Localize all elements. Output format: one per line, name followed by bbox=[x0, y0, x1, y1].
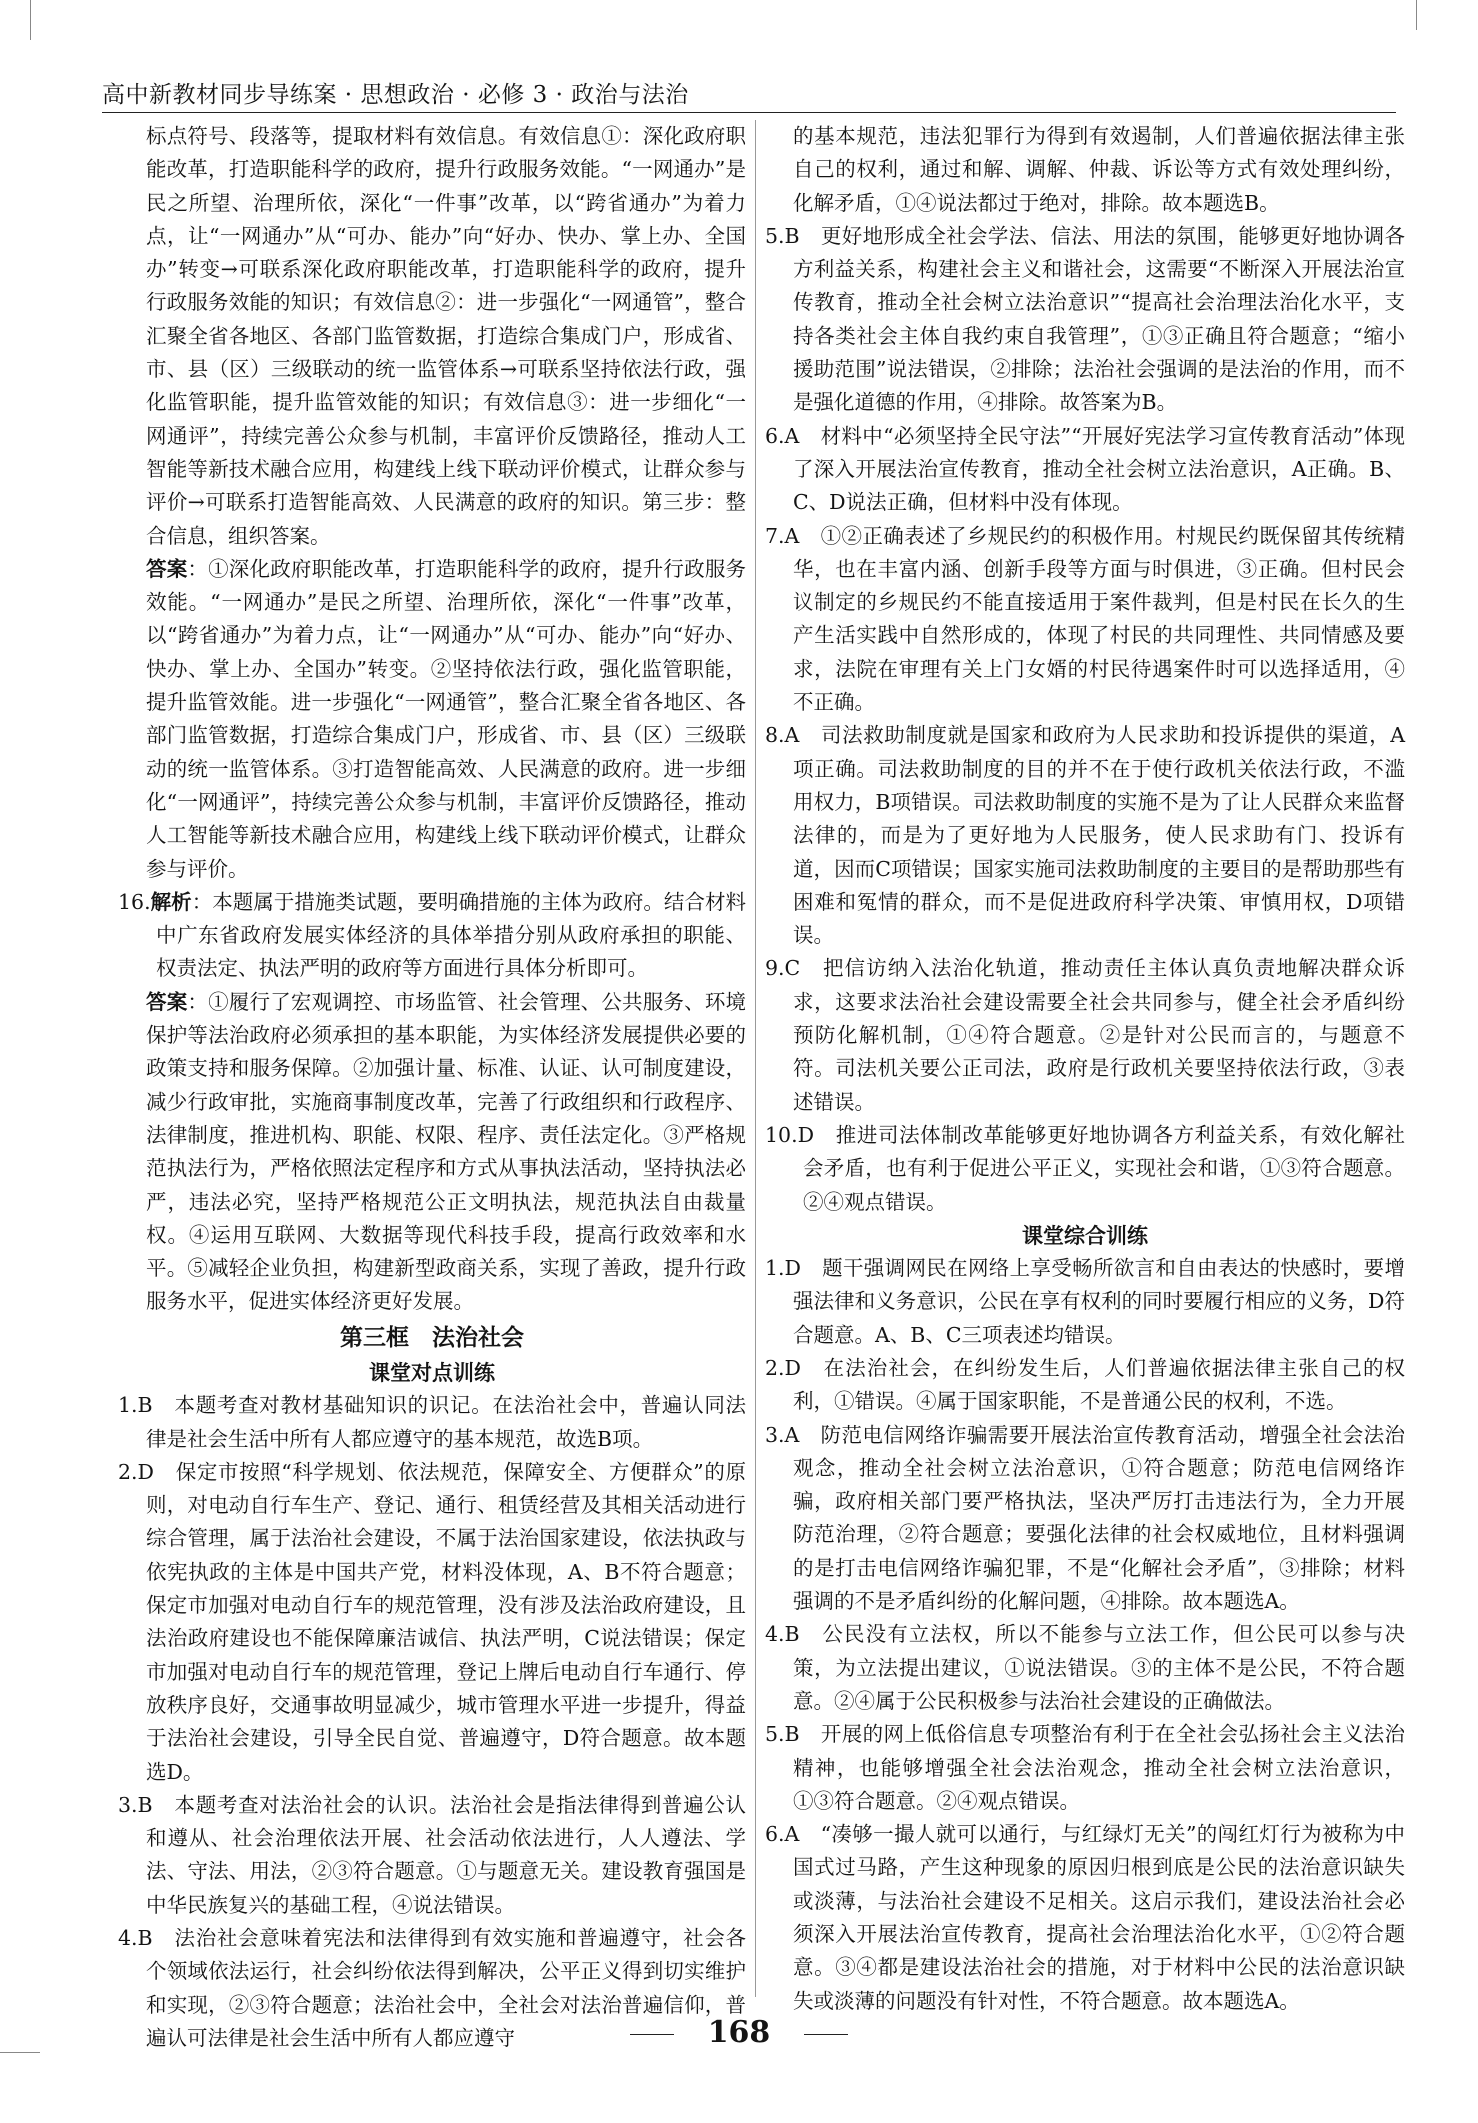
crop-mark bbox=[30, 0, 32, 40]
item-number: 6.A bbox=[765, 423, 800, 448]
answer-item bbox=[765, 1352, 1405, 1419]
answer-16 bbox=[118, 986, 746, 1319]
question-number: 16. bbox=[118, 889, 151, 914]
item-number: 5.B bbox=[765, 223, 800, 248]
answer-item bbox=[765, 1119, 1405, 1219]
item-number: 1.B bbox=[118, 1393, 153, 1418]
answer-item bbox=[765, 952, 1405, 1118]
item-text: 本题考查对教材基础知识的识记。在法治社会中，普遍认同法律是社会生活中所有人都应遵守的基本规范，故选B项。 bbox=[146, 1393, 747, 1451]
section-title: 第三框 法治社会 bbox=[340, 1323, 524, 1351]
item-number: 5.B bbox=[765, 1722, 800, 1747]
answer-15 bbox=[118, 553, 746, 886]
item-text: 推进司法体制改革能够更好地协调各方利益关系，有效化解社会矛盾，也有利于促进公平正义，实现社会和谐，①③符合题意。②④观点错误。 bbox=[803, 1122, 1406, 1214]
item-number: 8.A bbox=[765, 723, 800, 748]
item-text: “凑够一撮人就可以通行，与红绿灯无关”的闯红灯行为被称为中国式过马路，产生这种现象的原因归根到底是公民的法治意识缺失或淡薄，与法治社会建设不足相关。这启示我们，建设法治社会必须深入开展法治宣传教育，提高社会治理法治化水平，①②符合题意。③④都是建设法治社会的措施，对于材料中公民的法治意识缺失或淡薄的问题没有针对性，不符合题意。故本题选A。 bbox=[793, 1822, 1405, 2013]
subsection-title: 课堂对点训练 bbox=[369, 1359, 495, 1385]
item-text: 公民没有立法权，所以不能参与立法工作，但公民可以参与决策，为立法提出建议，①说法错误。③的主体不是公民，不符合题意。②④属于公民积极参与法治社会建设的正确做法。 bbox=[793, 1622, 1406, 1713]
answer-item bbox=[765, 1419, 1405, 1619]
answer-text: ：①履行了宏观调控、市场监管、社会管理、公共服务、环境保护等法治政府必须承担的基本职能，为实体经济发展提供必要的政策支持和服务保障。②加强计量、标准、认证、认可制度建设，减少行政审批，实施商事制度改革，完善了行政组织和行政程序、法律制度，推进机构、职能、权限、程序、责任法定化。③严格规范执法行为，严格依照法定程序和方式从事执法活动，坚持执法必严，违法必究，坚持严格规范公正文明执法，规范执法自由裁量权。④运用互联网、大数据等现代科技手段，提高行政效率和水平。⑤减轻企业负担，构建新型政商关系，实现了善政，提升行政服务水平，促进实体经济更好发展。 bbox=[146, 989, 747, 1314]
answer-item bbox=[765, 719, 1405, 952]
item-number: 2.D bbox=[118, 1459, 154, 1484]
item-number: 3.B bbox=[118, 1792, 153, 1817]
analysis-label: 解析 bbox=[150, 889, 192, 914]
item-number: 1.D bbox=[765, 1256, 801, 1281]
item-4-continuation: 的基本规范，违法犯罪行为得到有效遏制，人们普遍依据法律主张自己的权利，通过和解、调解、仲裁、诉讼等方式有效处理纠纷，化解矛盾，①④说法都过于绝对，排除。故本题选B。 bbox=[793, 124, 1405, 215]
item-text: 开展的网上低俗信息专项整治有利于在全社会弘扬社会主义法治精神，也能够增强全社会法治观念，推动全社会树立法治意识，①③符合题意。②④观点错误。 bbox=[793, 1722, 1405, 1813]
page-number: 168 bbox=[707, 2015, 771, 2050]
analysis-text: ：本题属于措施类试题，要明确措施的主体为政府。结合材料中广东省政府发展实体经济的具体举措分别从政府承担的职能、权责法定、执法严明的政府等方面进行具体分析即可。 bbox=[156, 889, 746, 981]
answer-item bbox=[765, 1718, 1405, 1818]
answer-item bbox=[118, 1456, 746, 1789]
item-text: 防范电信网络诈骗需要开展法治宣传教育活动，增强全社会法治观念，推动全社会树立法治意识，①符合题意；防范电信网络诈骗，政府相关部门要严格执法，坚决严厉打击违法行为，全力开展防范治理，②符合题意；要强化法律的社会权威地位，且材料强调的是打击电信网络诈骗犯罪，不是“化解社会矛盾”，③排除；材料强调的不是矛盾纠纷的化解问题，④排除。故本题选A。 bbox=[793, 1422, 1406, 1614]
right-column bbox=[765, 120, 1406, 2013]
page-number-dash bbox=[804, 2034, 848, 2035]
item-text: 保定市按照“科学规划、依法规范，保障安全、方便群众”的原则，对电动自行车生产、登记、通行、租赁经营及其相关活动进行综合管理，属于法治社会建设，不属于法治国家建设，依法执政与依宪执政的主体是中国共产党，材料没体现，A、B不符合题意；保定市加强对电动自行车的规范管理，没有涉及法治政府建设，且法治政府建设也不能保障廉洁诚信、执法严明，C说法错误；保定市加强对电动自行车的规范管理，登记上牌后电动自行车通行、停放秩序良好，交通事故明显减少，城市管理水平进一步提升，得益于法治社会建设，引导全民自觉、普遍遵守，D符合题意。故本题选D。 bbox=[146, 1459, 746, 1784]
answer-item bbox=[765, 520, 1405, 720]
crop-mark bbox=[0, 2052, 40, 2053]
subsection-title: 课堂综合训练 bbox=[1022, 1222, 1148, 1248]
item-number: 2.D bbox=[765, 1355, 801, 1380]
crop-mark bbox=[1416, 0, 1418, 30]
column-divider bbox=[755, 120, 756, 1997]
item-number: 7.A bbox=[765, 523, 800, 548]
answer-label: 答案 bbox=[146, 989, 188, 1014]
item-text: 题干强调网民在网络上享受畅所欲言和自由表达的快感时，要增强法律和义务意识，公民在享有权利的同时要履行相应的义务，D符合题意。A、B、C三项表述均错误。 bbox=[793, 1256, 1405, 1347]
header-rule bbox=[102, 112, 1396, 113]
item-number: 9.C bbox=[765, 956, 801, 981]
item-text: 法治社会意味着宪法和法律得到有效实施和普遍遵守，社会各个领域依法运行，社会纠纷依法得到解决，公平正义得到切实维护和实现，②③符合题意；法治社会中，全社会对法治普遍信仰，普遍认可法律是社会生活中所有人都应遵守 bbox=[146, 1926, 747, 2050]
item-text: 司法救助制度就是国家和政府为人民求助和投诉提供的渠道，A项正确。司法救助制度的目的并不在于使行政机关依法行政，不滥用权力，B项错误。司法救助制度的实施不是为了让人民群众来监督法律的，而是为了更好地为人民服务，使人民求助有门、投诉有道，因而C项错误；国家实施司法救助制度的主要目的是帮助那些有困难和冤情的群众，而不是促进政府科学决策、审慎用权，D项错误。 bbox=[793, 723, 1406, 948]
item-number: 4.B bbox=[118, 1926, 153, 1951]
answer-item bbox=[765, 220, 1405, 420]
answer-item bbox=[118, 1789, 746, 1922]
item-text: 把信访纳入法治化轨道，推动责任主体认真负责地解决群众诉求，这要求法治社会建设需要全社会共同参与，健全社会矛盾纠纷预防化解机制，①④符合题意。②是针对公民而言的，与题意不符。司法机关要公正司法，政府是行政机关要坚持依法行政，③表述错误。 bbox=[793, 956, 1406, 1114]
item-number: 4.B bbox=[765, 1622, 800, 1647]
item-text: 材料中“必须坚持全民守法”“开展好宪法学习宣传教育活动”体现了深入开展法治宣传教育，推动全社会树立法治意识，A正确。B、C、D说法正确，但材料中没有体现。 bbox=[793, 423, 1406, 515]
answer-item bbox=[765, 1618, 1405, 1718]
answer-text: ：①深化政府职能改革，打造职能科学的政府，提升行政服务效能。“一网通办”是民之所望、治理所依，深化“一件事”改革，以“跨省通办”为着力点，让“一网通办”从“可办、能办”向“好办、快办、掌上办、全国办”转变。②坚持依法行政，强化监管职能，提升监管效能。进一步强化“一网通管”，整合汇聚全省各地区、各部门监管数据，打造综合集成门户，形成省、市、县（区）三级联动的统一监管体系。③打造智能高效、人民满意的政府。进一步细化“一网通评”，持续完善公众参与机制，丰富评价反馈路径，推动人工智能等新技术融合应用，构建线上线下联动评价模式，让群众参与评价。 bbox=[146, 556, 747, 881]
answer-item bbox=[765, 1252, 1405, 1352]
answer-label: 答案 bbox=[146, 556, 188, 581]
item-number: 10.D bbox=[765, 1122, 815, 1147]
answer-item bbox=[765, 1818, 1405, 2018]
item-text: ①②正确表述了乡规民约的积极作用。村规民约既保留其传统精华，也在丰富内涵、创新手段等方面与时俱进，③正确。但村民会议制定的乡规民约不能直接适用于案件裁判，但是村民在长久的生产生活实践中自然形成的，体现了村民的共同理性、共同情感及要求，法院在审理有关上门女婿的村民待遇案件时可以选择适用，④不正确。 bbox=[793, 523, 1406, 715]
analysis-continuation: 标点符号、段落等，提取材料有效信息。有效信息①：深化政府职能改革，打造职能科学的政府，提升行政服务效能。“一网通办”是民之所望、治理所依，深化“一件事”改革，以“跨省通办”为着力点，让“一网通办”从“可办、能办”向“好办、快办、掌上办、全国办”转变→可联系深化政府职能改革，打造职能科学的政府，提升行政服务效能的知识；有效信息②：进一步强化“一网通管”，整合汇聚全省各地区、各部门监管数据，打造综合集成门户，形成省、市、县（区）三级联动的统一监管体系→可联系坚持依法行政，强化监管职能，提升监管效能的知识；有效信息③：进一步细化“一网通评”，持续完善公众参与机制，丰富评价反馈路径，推动人工智能等新技术融合应用，构建线上线下联动评价模式，让群众参与评价→可联系打造智能高效、人民满意的政府的知识。第三步：整合信息，组织答案。 bbox=[146, 124, 746, 548]
item-number: 3.A bbox=[765, 1422, 800, 1447]
item-number: 6.A bbox=[765, 1822, 800, 1847]
item-text: 更好地形成全社会学法、信法、用法的氛围，能够更好地协调各方利益关系，构建社会主义和谐社会，这需要“不断深入开展法治宣传教育，推动全社会树立法治意识”“提高社会治理法治化水平，支持各类社会主体自我约束自我管理”，①③正确且符合题意；“缩小援助范围”说法错误，②排除；法治社会强调的是法治的作用，而不是强化道德的作用，④排除。故答案为B。 bbox=[793, 223, 1405, 415]
item-text: 本题考查对法治社会的认识。法治社会是指法律得到普遍公认和遵从、社会治理依法开展、社会活动依法进行，人人遵法、学法、守法、用法，②③符合题意。①与题意无关。建设教育强国是中华民族复兴的基础工程，④说法错误。 bbox=[146, 1792, 747, 1917]
item-text: 在法治社会，在纠纷发生后，人们普遍依据法律主张自己的权利，①错误。④属于国家职能，不是普通公民的权利，不选。 bbox=[793, 1355, 1406, 1414]
running-header: 高中新教材同步导练案 · 思想政治 · 必修 3 · 政治与法治 bbox=[102, 82, 689, 108]
answer-item bbox=[118, 1389, 746, 1456]
answer-item bbox=[765, 420, 1405, 520]
question-16-analysis bbox=[118, 886, 746, 986]
